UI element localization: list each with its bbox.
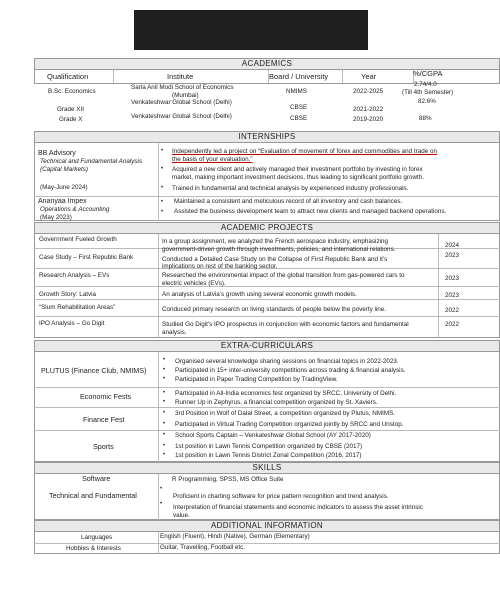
academics-inst: Venkateshwar Global School (Delhi) — [131, 113, 232, 120]
additional-label: Languages — [81, 534, 113, 541]
additional-value: English (Fluent), Hindi (Native), German (Elementary) — [160, 533, 310, 540]
project-desc: implications on rest of the banking sector. — [162, 263, 278, 270]
bullet: • — [163, 390, 166, 396]
bullet: • — [163, 452, 166, 458]
skills-label: Technical and Fundamental — [49, 491, 137, 500]
bullet: • — [161, 199, 164, 205]
academics-board: CBSE — [290, 115, 308, 122]
skills-label: Software — [82, 474, 111, 483]
academics-qual: B.Sc. Economics — [48, 88, 96, 95]
intern-point: Trained in fundamental and technical analysis by experienced industry professionals. — [172, 185, 409, 192]
bullet: • — [161, 148, 164, 154]
project-desc: Studied Go Digit’s IPO prospectus in conjunction with economic factors and fundamental — [162, 321, 409, 328]
bullet: • — [163, 357, 166, 363]
bullet: • — [161, 185, 164, 191]
extra-label: PLUTUS (Finance Club, NMIMS) — [41, 366, 147, 375]
bullet: • — [163, 367, 166, 373]
section-additional: ADDITIONAL INFORMATION — [34, 520, 500, 532]
section-skills: SKILLS — [34, 462, 500, 474]
project-desc: Conduced primary research on living standards of people below the poverty line. — [162, 306, 387, 313]
col-cgpa: %/CGPA — [413, 69, 443, 78]
skills-point: Proficient in charting software for price pattern recognition and trend analysis. — [173, 493, 389, 500]
extra-point: 1st position in Lawn Tennis District Zonal Competition (2016, 2017) — [175, 452, 362, 459]
extra-point: Runner Up in Zephyrus, a financial competition organized by St. Xaviers. — [175, 399, 378, 406]
project-title: IPO Analysis – Go Digit — [39, 320, 105, 327]
academics-cgpa: 82.6% — [418, 98, 436, 105]
extra-point: Participated in 15+ inter-university competitions across trading & financial analysis. — [175, 367, 406, 374]
intern-point: market, making important investment decisions, thus leading to significant portfolio growth. — [172, 174, 424, 181]
skills-point: Interpretation of financial statements and economic indicators to assess the asset intrinsic — [173, 504, 423, 511]
intern-role: Operations & Accounting — [40, 206, 110, 213]
bullet: • — [163, 410, 166, 416]
extra-label: Economic Fests — [80, 392, 132, 401]
project-desc: electric vehicles (EVs). — [162, 280, 226, 287]
extra-point: Organised several knowledge sharing sessions on financial topics in 2022-2023. — [175, 358, 399, 365]
project-year: 2022 — [445, 321, 460, 328]
intern-role: Technical and Fundamental Analysis — [40, 158, 143, 165]
additional-value: Guitar, Travelling, Football etc. — [160, 544, 246, 551]
intern-point: Maintained a consistent and meticulous record of all inventory and cash balances. — [174, 198, 403, 205]
section-academics: ACADEMICS — [34, 58, 500, 70]
col-qualification: Qualification — [47, 72, 89, 81]
section-projects: ACADEMIC PROJECTS — [34, 222, 500, 234]
academics-cgpa: 88% — [419, 115, 432, 122]
project-title: Case Study – First Republic Bank — [39, 254, 134, 261]
academics-inst: Sarla Anil Modi School of Economics — [131, 84, 234, 91]
name-header-block — [134, 10, 368, 50]
project-desc: analysis. — [162, 329, 187, 336]
bullet: • — [161, 166, 164, 172]
project-desc: In a group assignment, we analyzed the French aerospace industry, emphasizing — [162, 238, 388, 245]
project-title: Government Fueled Growth — [39, 236, 117, 243]
bullet: • — [161, 209, 164, 215]
project-title: “Slum Rehabilitation Areas” — [39, 304, 116, 311]
intern-period: (May-June 2024) — [40, 184, 88, 191]
academics-inst-city: (Mumbai) — [172, 92, 199, 99]
intern-company: BB Advisory — [38, 150, 76, 157]
academics-year: 2021-2022 — [353, 106, 384, 113]
academics-cgpa: 2.74/4.0 — [414, 81, 437, 88]
skills-point: R Programming, SPSS, MS Office Suite — [172, 476, 284, 483]
academics-board: NMIMS — [286, 88, 307, 95]
extra-point: School Sports Captain – Venkateshwar Global School (AY 2017-2020) — [175, 432, 371, 439]
col-institute: Institute — [167, 72, 194, 81]
extra-point: Participated in Virtual Trading Competition organized jointly by SRCC and Unstop. — [175, 421, 404, 428]
intern-role-sub: (Capital Markets) — [40, 166, 88, 173]
bullet: • — [160, 501, 163, 507]
academics-board: CBSE — [290, 104, 308, 111]
extra-point: Participated in All-India economics fest organized by SRCC, University of Delhi. — [175, 390, 397, 397]
col-board: Board / University — [269, 72, 329, 81]
project-desc: government-driven growth through investments, policies, and international relations. — [162, 246, 396, 253]
bullet: • — [163, 399, 166, 405]
bullet: • — [163, 421, 166, 427]
extra-label: Finance Fest — [83, 415, 125, 424]
extra-point: Participated in Paper Trading Competition by TradingView. — [175, 376, 338, 383]
project-year: 2022 — [445, 307, 460, 314]
bullet: • — [163, 432, 166, 438]
project-year: 2023 — [445, 252, 460, 259]
project-year: 2023 — [445, 292, 460, 299]
bullet: • — [163, 376, 166, 382]
section-extra: EXTRA-CURRICULARS — [34, 340, 500, 352]
intern-period: (May 2023) — [40, 214, 72, 221]
skills-point: value. — [173, 512, 190, 519]
bullet: • — [163, 443, 166, 449]
col-year: Year — [361, 72, 377, 81]
intern-company: Ananyaa Impex — [38, 198, 87, 205]
academics-inst: Venkateshwar Global School (Delhi) — [131, 99, 232, 106]
section-internships: INTERNSHIPS — [34, 131, 500, 143]
academics-qual: Grade X — [59, 116, 83, 123]
project-year: 2023 — [445, 275, 460, 282]
project-title: Research Analysis – EVs — [39, 272, 110, 279]
project-year: 2024 — [445, 242, 460, 249]
bullet: • — [160, 486, 163, 492]
intern-point: Acquired a new client and actively managed their investment portfolio by investing in forex — [172, 166, 423, 173]
extra-point: 3rd Position in Wolf of Dalal Street, a competition organized by Plutus, NMIMS. — [175, 410, 396, 417]
project-desc: Conducted a Detailed Case Study on the Collapse of First Republic Bank and it’s — [162, 256, 388, 263]
intern-point: Independently led a project on “Evaluation of movement of forex and commodities and trade on — [172, 148, 437, 155]
extra-point: 1st position in Lawn Tennis Competition organized by CBSE (2017) — [175, 443, 363, 450]
project-desc: An analysis of Latvia’s growth using several economic growth models. — [162, 291, 357, 298]
intern-point: the basis of your evaluation.” — [172, 156, 253, 163]
intern-point: Assisted the business development team to attract new clients and managed backend operations. — [174, 208, 447, 215]
academics-qual: Grade XII — [57, 106, 84, 113]
additional-label: Hobbies & Interests — [66, 545, 121, 552]
project-desc: Researched the environmental impact of the global transition from gas-powered cars to — [162, 272, 405, 279]
academics-cgpa-note: (Till 4th Semester) — [402, 89, 454, 96]
academics-year: 2022-2025 — [353, 88, 384, 95]
extra-label: Sports — [93, 442, 114, 451]
project-title: Growth Story: Latvia — [39, 291, 97, 298]
academics-year: 2019-2020 — [353, 116, 384, 123]
